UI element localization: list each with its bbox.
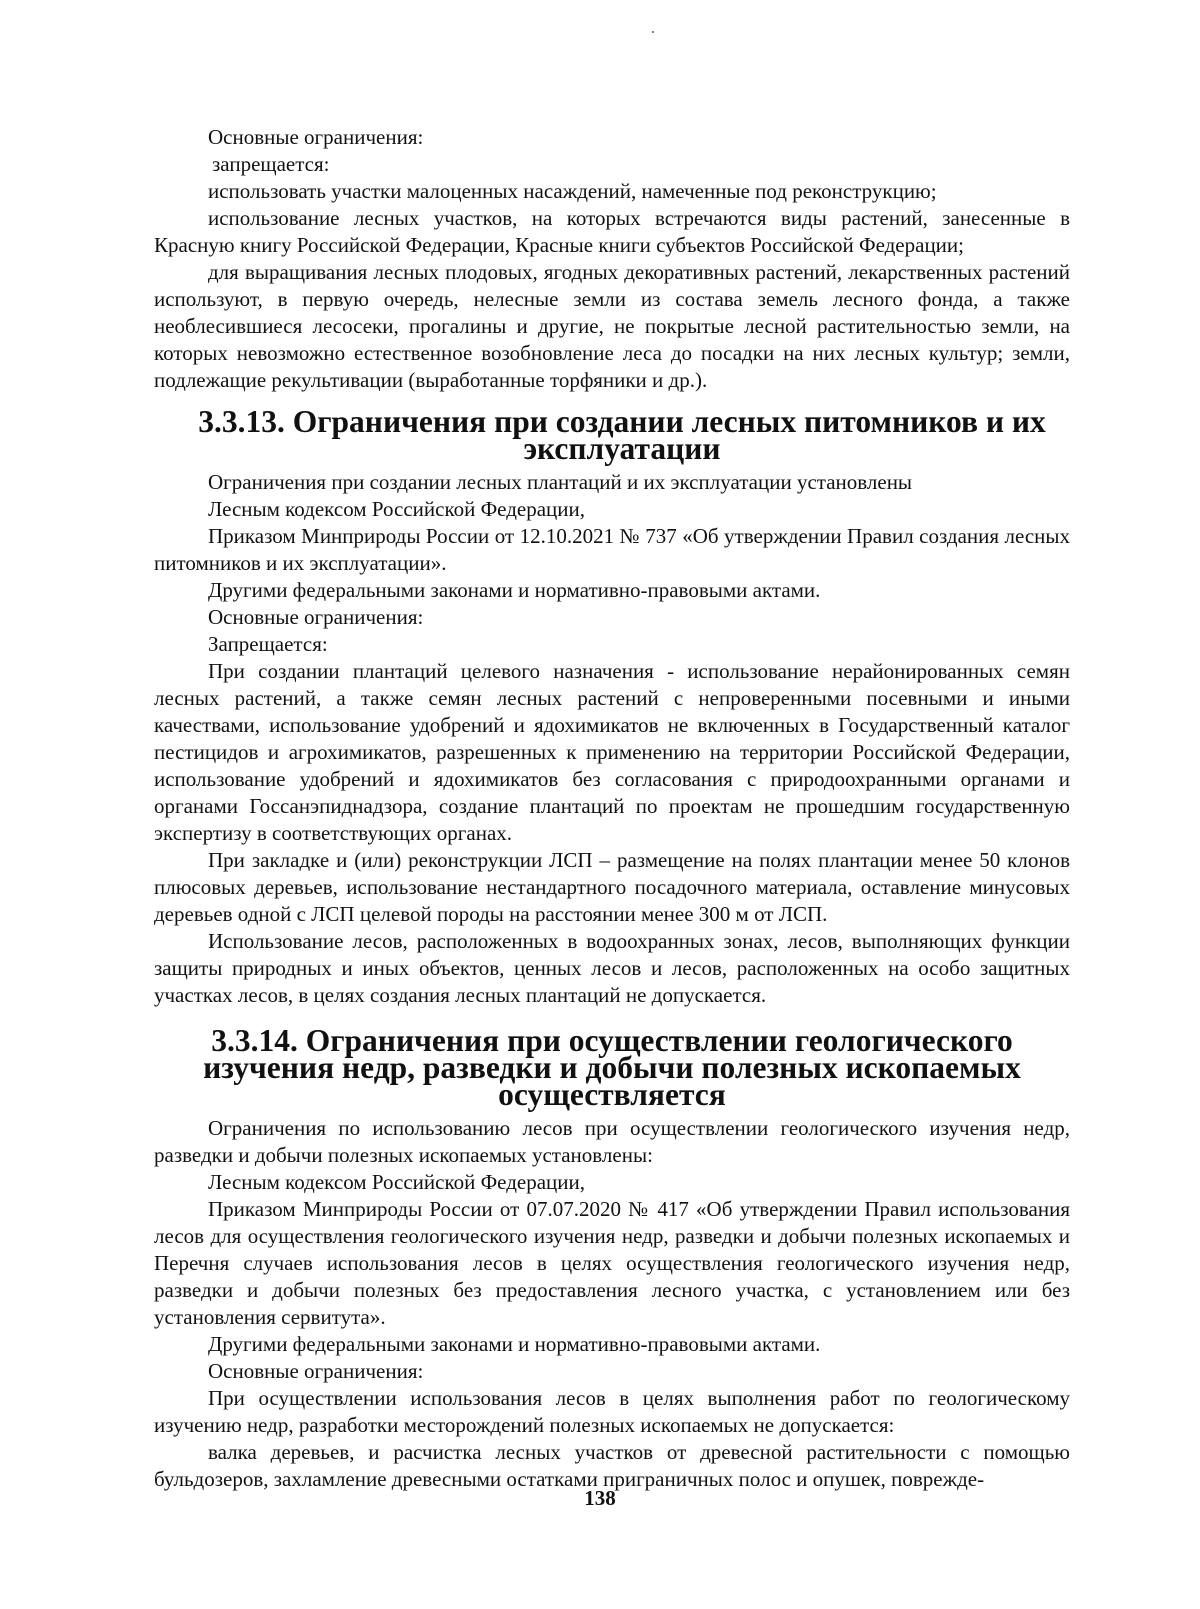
paragraph: При закладке и (или) реконструкции ЛСП – размещение на полях плантации менее 50 клонов плюсовых деревьев, использование нестандартного посадочного материала, оставление минусовых деревьев одной с ЛСП целевой породы на расстоянии менее 300 м от ЛСП. [154,848,1070,926]
section-heading-3-3-14: 3.3.14. Ограничения при осуществлении геологического изучения недр, разведки и добычи полезных ископаемых осуществляется [203,1023,1021,1112]
restrictions-label: Основные ограничения: [208,125,424,149]
paragraph: Приказом Минприроды России от 07.07.2020 № 417 «Об утверждении Правил использования лесов для осуществления геологического изучения недр, разведки и добычи полезных ископаемых и Перечня случаев использования лесов в целях осуществления геологического изучения недр, разведки и добычи полезных без предоставления лесного участка, с установлением или без установления сервитута». [154,1197,1070,1329]
prohibited-label: Запрещается: [208,632,328,656]
restrictions-label: Основные ограничения: [208,605,424,629]
page-content [154,124,1070,1493]
paragraph: При осуществлении использования лесов в целях выполнения работ по геологическому изучению недр, разработки месторождений полезных ископаемых не допускается: [154,1386,1070,1437]
paragraph: При создании плантаций целевого назначения - использование нерайонированных семян лесных растений, а также семян лесных растений с непроверенными посевными и иными качествами, использование удобрений и ядохимикатов не включенных в Государственный каталог пестицидов и агрохимикатов, разрешенных к применению на территории Российской Федерации, использование удобрений и ядохимикатов без согласования с природоохранными органами и органами Госсанэпиднадзора, создание плантаций по проектам не прошедшим государственную экспертизу в соответствующих органах. [154,659,1070,845]
page-number: 138 [584,1486,616,1510]
restrictions-label: Основные ограничения: [208,1359,424,1383]
paragraph: Использование лесов, расположенных в водоохранных зонах, лесов, выполняющих функции защиты природных и иных объектов, ценных лесов и лесов, расположенных на особо защитных участках лесов, в целях создания лесных плантаций не допускается. [154,929,1070,1007]
paragraph: Лесным кодексом Российской Федерации, [208,1170,585,1194]
paragraph: Другими федеральными законами и нормативно-правовыми актами. [208,1332,821,1356]
paragraph: Ограничения при создании лесных плантаций и их эксплуатации установлены [208,470,913,494]
paragraph: Приказом Минприроды России от 12.10.2021 № 737 «Об утверждении Правил создания лесных питомников и их эксплуатации». [154,524,1070,575]
paragraph: Другими федеральными законами и нормативно-правовыми актами. [208,578,821,602]
paragraph: Ограничения по использованию лесов при осуществлении геологического изучения недр, разведки и добычи полезных ископаемых установлены: [154,1116,1070,1167]
scan-speck [652,31,654,33]
prohibited-label: запрещается: [212,152,330,176]
section-heading-3-3-13: 3.3.13. Ограничения при создании лесных питомников и их эксплуатации [198,404,1046,466]
paragraph: для выращивания лесных плодовых, ягодных декоративных растений, лекарственных растений используют, в первую очередь, нелесные земли из состава земель лесного фонда, а также необлесившиеся лесосеки, прогалины и другие, не покрытые лесной растительностью земли, на которых невозможно естественное возобновление леса до посадки на них лесных культур; земли, подлежащие рекультивации (выработанные торфяники и др.). [154,260,1070,392]
paragraph: использовать участки малоценных насаждений, намеченные под реконструкцию; [208,179,937,203]
paragraph: использование лесных участков, на которых встречаются виды растений, занесенные в Красную книгу Российской Федерации, Красные книги субъектов Российской Федерации; [154,206,1070,257]
paragraph: валка деревьев, и расчистка лесных участков от древесной растительности с помощью бульдозеров, захламление древесными остатками приграничных полос и опушек, поврежде- [154,1440,1070,1491]
paragraph: Лесным кодексом Российской Федерации, [208,497,585,521]
